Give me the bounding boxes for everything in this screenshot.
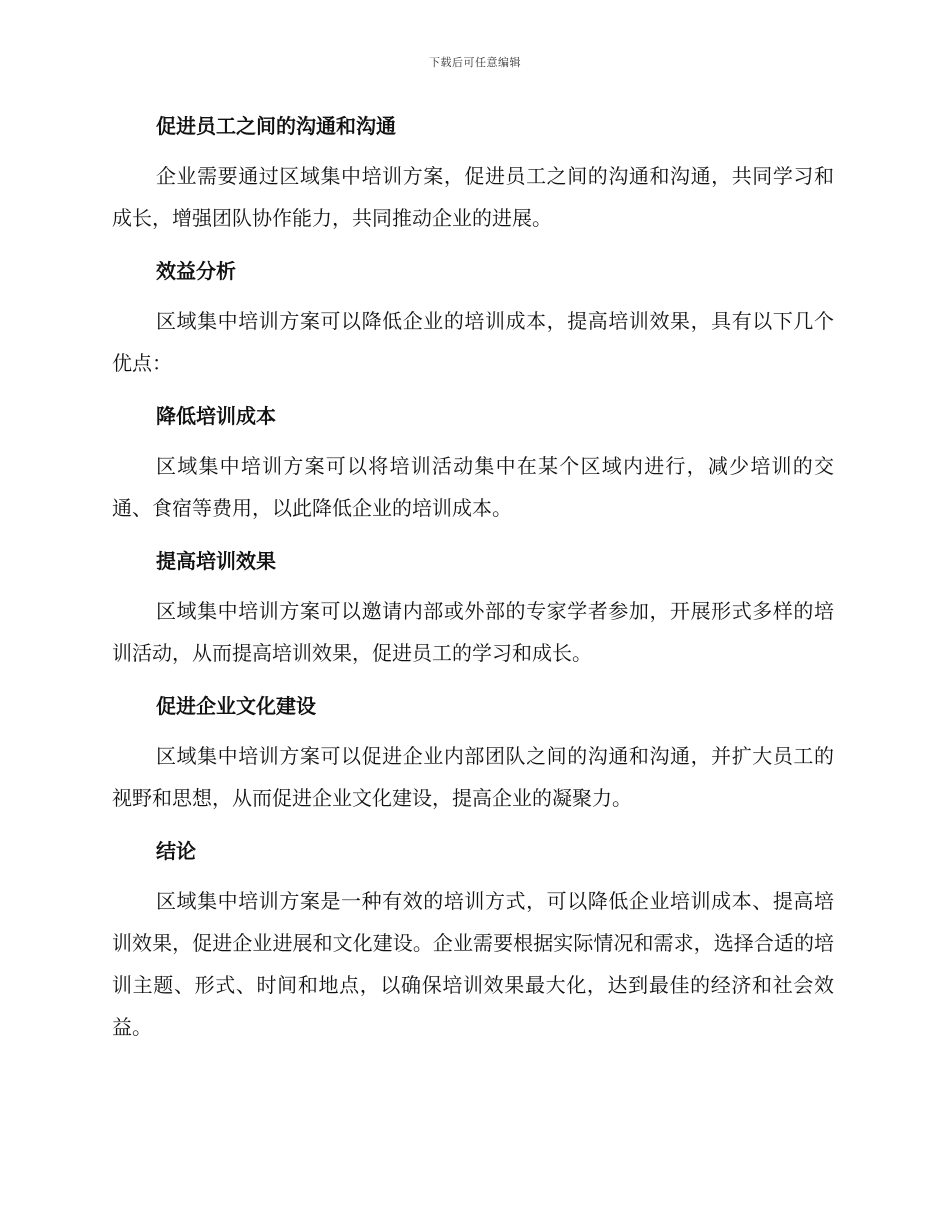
- section-paragraph-conclusion: 区域集中培训方案是一种有效的培训方式，可以降低企业培训成本、提高培训效果，促进企业进展和文化建设。企业需要根据实际情况和需求，选择合适的培训主题、形式、时间和地点，以确保培训效果最大化，达到最佳的经济和社会效益。: [112, 889, 834, 1039]
- header-note: 下载后可任意编辑: [429, 56, 521, 69]
- section-heading-benefit-analysis: 效益分析: [156, 259, 236, 283]
- section-paragraph-communication: 企业需要通过区域集中培训方案，促进员工之间的沟通和沟通，共同学习和成长，增强团队协作能力，共同推动企业的进展。: [112, 164, 834, 230]
- section-heading-improve-effect: 提高培训效果: [156, 549, 276, 573]
- section-paragraph-improve-effect: 区域集中培训方案可以邀请内部或外部的专家学者参加，开展形式多样的培训活动，从而提高培训效果，促进员工的学习和成长。: [112, 599, 834, 665]
- section-heading-reduce-cost: 降低培训成本: [156, 404, 276, 428]
- section-heading-culture: 促进企业文化建设: [156, 694, 316, 718]
- document-body: [112, 108, 834, 1062]
- section-paragraph-benefit-analysis: 区域集中培训方案可以降低企业的培训成本，提高培训效果，具有以下几个优点：: [112, 309, 834, 375]
- section-heading-conclusion: 结论: [156, 839, 196, 863]
- section-paragraph-culture: 区域集中培训方案可以促进企业内部团队之间的沟通和沟通，并扩大员工的视野和思想，从而促进企业文化建设，提高企业的凝聚力。: [112, 744, 834, 810]
- section-heading-communication: 促进员工之间的沟通和沟通: [156, 114, 396, 138]
- section-paragraph-reduce-cost: 区域集中培训方案可以将培训活动集中在某个区域内进行，减少培训的交通、食宿等费用，以此降低企业的培训成本。: [112, 454, 834, 520]
